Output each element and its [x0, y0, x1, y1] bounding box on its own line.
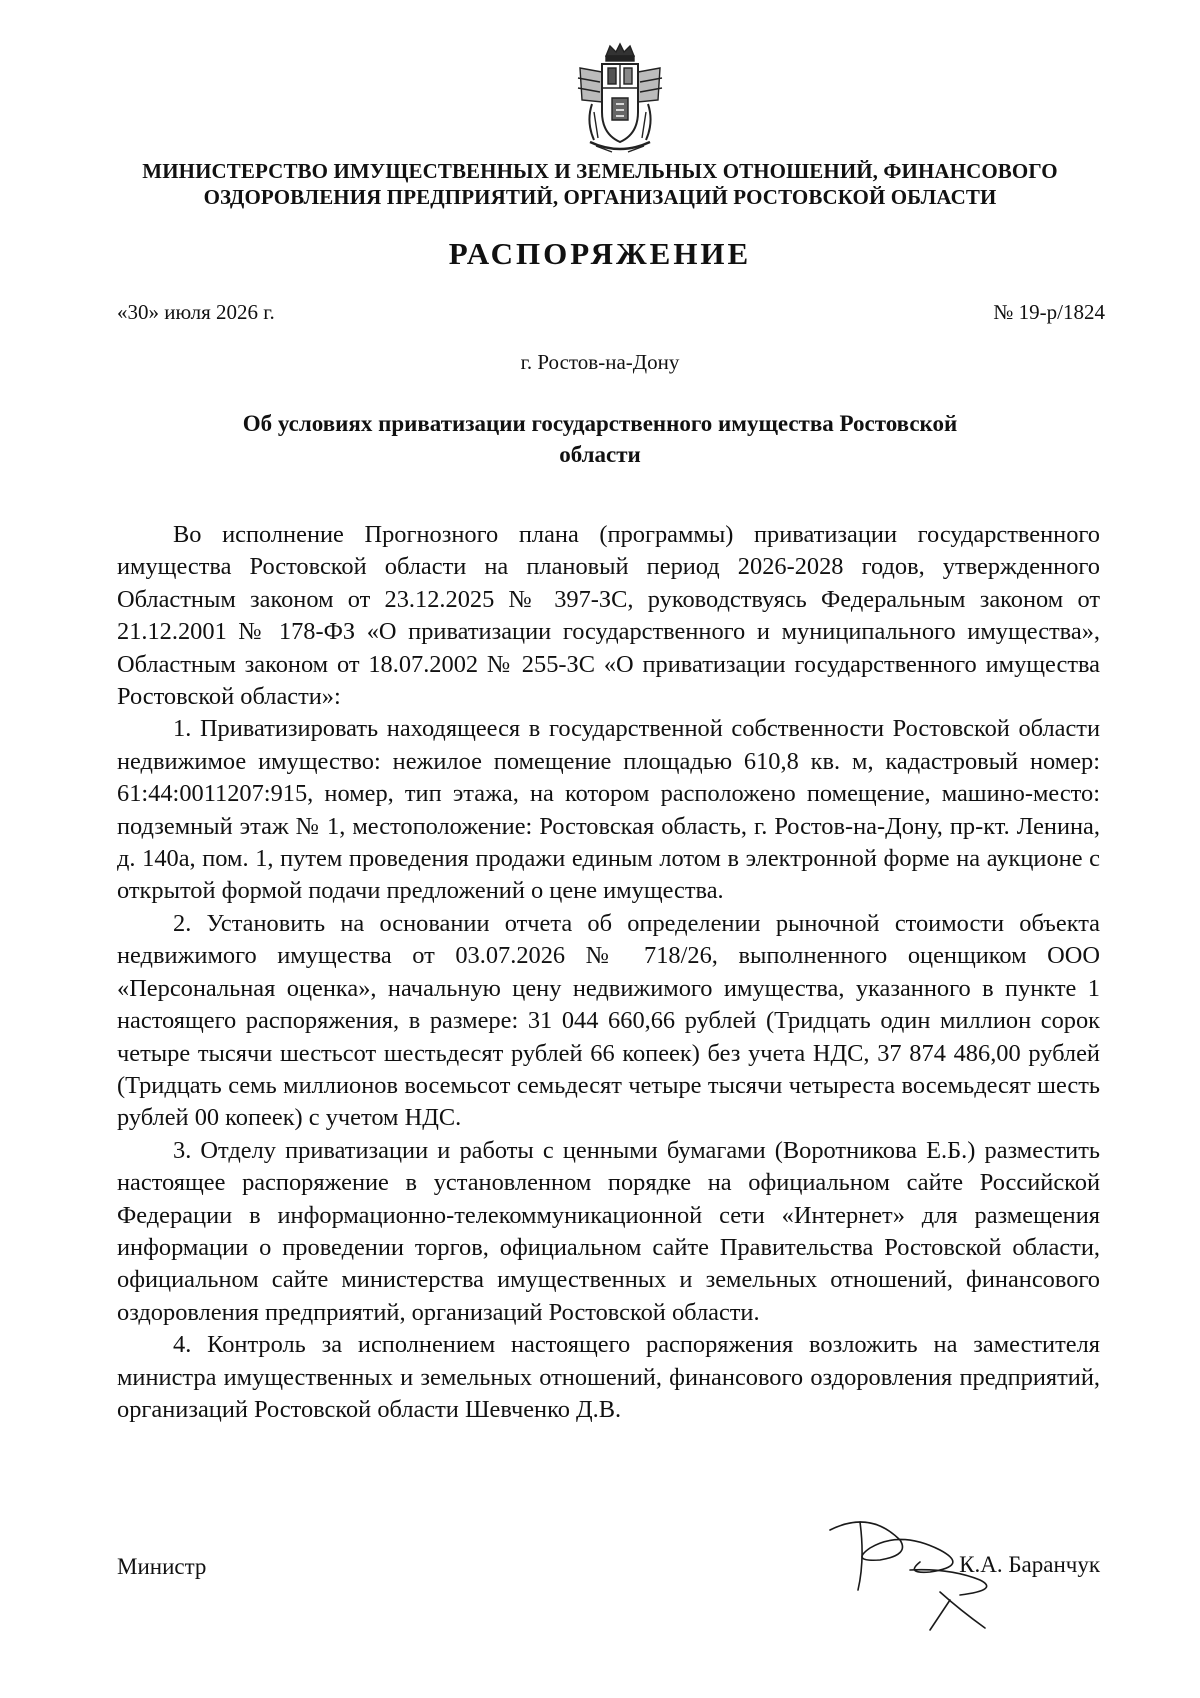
signer-name: К.А. Баранчук	[959, 1552, 1100, 1577]
clause-2-paragraph: 2. Установить на основании отчета об определении рыночной стоимости объекта недвижимого имущества от 03.07.2026 № 718/26, выполненного оценщиком ООО «Персональная оценка», начальную цену недвижимого имущества, указанного в пункте 1 настоящего распоряжения, в размере: 31 044 660,66 рублей (Тридцать один миллион сорок четыре тысячи шестьсот шестьдесят рублей 66 копеек) без учета НДС, 37 874 486,00 рублей (Тридцать семь миллионов восемьсот семьдесят четыре тысячи четыреста восемьдесят шесть рублей 00 копеек) с учетом НДС.	[117, 909, 1100, 1132]
clause-1-paragraph: 1. Приватизировать находящееся в государственной собственности Ростовской области недвижимое имущество: нежилое помещение площадью 610,8 кв. м, кадастровый номер: 61:44:0011207:915, номер, тип этажа, на котором расположено помещение, машино-место: подземный этаж № 1, местоположение: Ростовская область, г. Ростов-на-Дону, пр-кт. Ленина, д. 140а, пом. 1, путем проведения продажи единым лотом в электронной форме на аукционе с открытой формой подачи предложений о цене имущества.	[117, 715, 1100, 905]
signer-title: Министр	[117, 1554, 207, 1579]
document-number: № 19-р/1824	[993, 300, 1105, 324]
document-title: Об условиях приватизации государственного имущества Ростовской области	[242, 411, 958, 467]
document-type: РАСПОРЯЖЕНИЕ	[448, 236, 752, 271]
clause-4-paragraph: 4. Контроль за исполнением настоящего распоряжения возложить на заместителя министра имущественных и земельных отношений, финансового оздоровления предприятий, организаций Ростовской области Шевченко Д.В.	[117, 1331, 1100, 1423]
ministry-name: МИНИСТЕРСТВО ИМУЩЕСТВЕННЫХ И ЗЕМЕЛЬНЫХ ОТНОШЕНИЙ, ФИНАНСОВОГО ОЗДОРОВЛЕНИЯ ПРЕДПРИЯТИЙ, ОРГАНИЗАЦИЙ РОСТОВСКОЙ ОБЛАСТИ	[142, 159, 1058, 209]
document-date: «30» июля 2026 г.	[117, 300, 275, 324]
document-body	[117, 519, 1100, 1426]
clause-3-paragraph: 3. Отделу приватизации и работы с ценными бумагами (Воротникова Е.Б.) разместить настоящее распоряжение в установленном порядке на официальном сайте Российской Федерации в информационно-телекоммуникационной сети «Интернет» для размещения информации о проведении торгов, официальном сайте Правительства Ростовской области, официальном сайте министерства имущественных и земельных отношений, финансового оздоровления предприятий, организаций Ростовской области.	[117, 1136, 1100, 1326]
preamble-paragraph: Во исполнение Прогнозного плана (программы) приватизации государственного имущества Ростовской области на плановый период 2026-2028 годов, утвержденного Областным законом от 23.12.2025 № 397-ЗС, руководствуясь Федеральным законом от 21.12.2001 № 178-ФЗ «О приватизации государственного и муниципального имущества», Областным законом от 18.07.2002 № 255-ЗС «О приватизации государственного имущества Ростовской области»:	[117, 521, 1100, 711]
document-city: г. Ростов-на-Дону	[520, 350, 680, 374]
coat-of-arms-icon	[572, 42, 668, 158]
